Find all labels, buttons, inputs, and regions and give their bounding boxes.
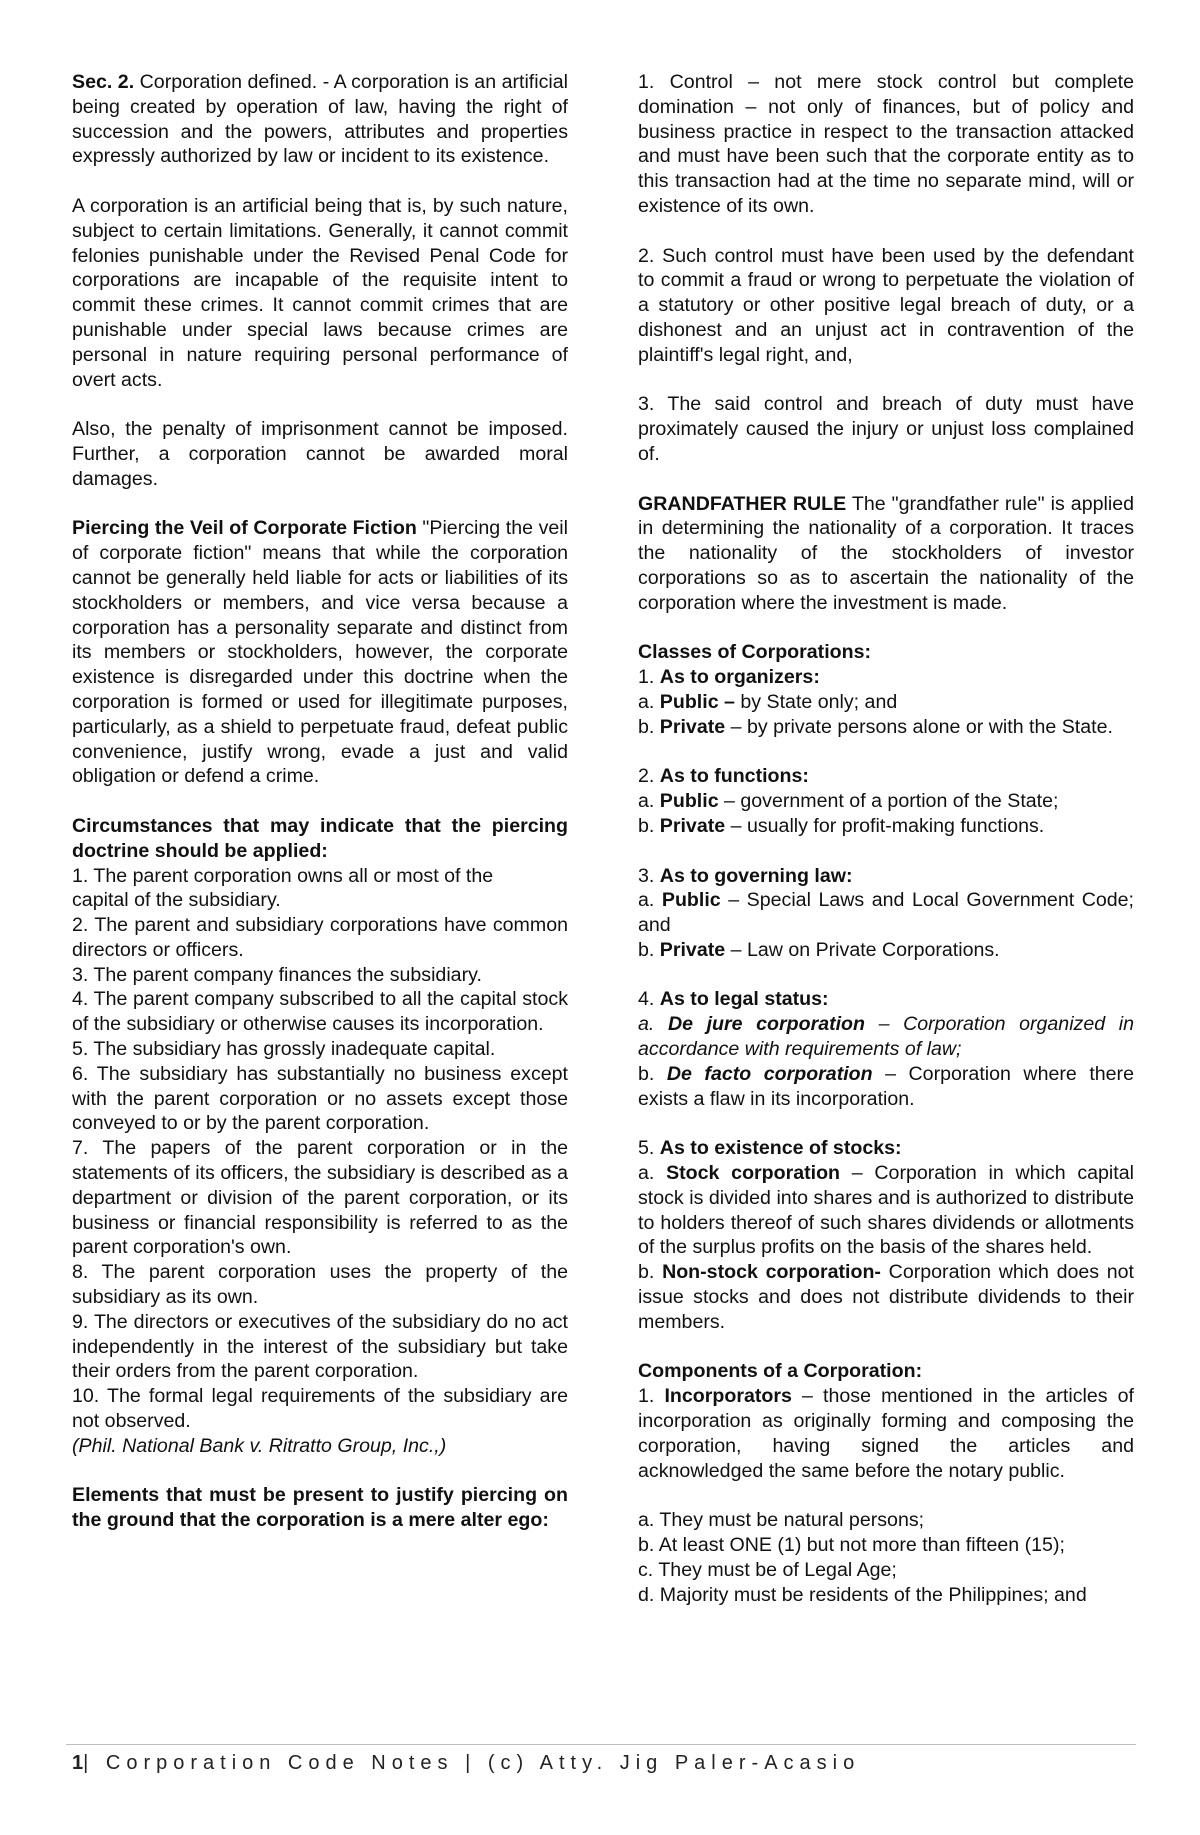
class-item: b. Non-stock corporation- Corporation which does not issue stocks and does not distribute dividends to their members. xyxy=(638,1261,1134,1333)
element-fraud: 2. Such control must have been used by the defendant to commit a fraud or wrong to perpetuate the violation of a statutory or other positive legal breach of duty, or a dishonest and an unjust act in contravention of the plaintiff's legal right, and, xyxy=(638,244,1134,366)
circumstance-item: 3. The parent company finances the subsidiary. xyxy=(72,963,482,986)
classes-heading: Classes of Corporations: xyxy=(638,641,871,664)
footer-rule xyxy=(66,1744,1136,1745)
limitations-paragraph: A corporation is an artificial being that is, by such nature, subject to certain limitations. Generally, it cannot commit felonies punishable under the Revised Penal Code for corporations are incapable of the requisite intent to commit these crimes. It cannot commit crimes that are punishable under special laws because crimes are personal in nature requiring personal performance of overt acts. xyxy=(72,194,568,391)
grandfather-text: The "grandfather rule" is applied in determining the nationality of a corporation. It traces the nationality of the stockholders of investor corporations so as to ascertain the nationality of the corporation where the investment is made. xyxy=(638,492,1134,614)
circumstance-item: 9. The directors or executives of the subsidiary do no act independently in the interest of the subsidiary but take their orders from the parent corporation. xyxy=(72,1310,568,1383)
element-control: 1. Control – not mere stock control but complete domination – not only of finances, but of policy and business practice in respect to the transaction attacked and must have been such that the corporate entity as to this transaction had at the time no separate mind, will or existence of its own. xyxy=(638,71,1134,217)
left-column xyxy=(72,70,568,1533)
section-2-heading: Sec. 2. xyxy=(72,71,135,93)
section-2-paragraph xyxy=(72,70,568,169)
circumstance-item: 10. The formal legal requirements of the subsidiary are not observed. xyxy=(72,1385,568,1433)
circumstances-heading: Circumstances that may indicate that the piercing doctrine should be applied: xyxy=(72,814,568,862)
element-causation: 3. The said control and breach of duty must have proximately caused the injury or unjust loss complained of. xyxy=(638,393,1134,465)
footer-title: | Corporation Code Notes | (c) Atty. Jig Paler-Acasio xyxy=(83,1752,861,1774)
class-item: b. Private – Law on Private Corporations. xyxy=(638,938,1000,961)
class-item: a. De jure corporation – Corporation organized in accordance with requirements of law; xyxy=(638,1013,1134,1061)
class-item: b. Private – usually for profit-making functions. xyxy=(638,814,1045,837)
class-item: b. De facto corporation – Corporation where there exists a flaw in its incorporation. xyxy=(638,1062,1134,1110)
class-item: a. Public – Special Laws and Local Government Code; and xyxy=(638,889,1134,937)
circumstance-item: 2. The parent and subsidiary corporations have common directors or officers. xyxy=(72,914,568,961)
class-governing-law-heading: 3. As to governing law: xyxy=(638,864,853,887)
penalty-paragraph: Also, the penalty of imprisonment cannot be imposed. Further, a corporation cannot be awarded moral damages. xyxy=(72,418,568,490)
page-footer xyxy=(72,1752,860,1775)
piercing-paragraph xyxy=(72,516,568,789)
components-heading: Components of a Corporation: xyxy=(638,1360,923,1383)
class-item: a. Stock corporation – Corporation in which capital stock is divided into shares and is authorized to distribute to holders thereof of such shares dividends or allotments of the surplus profits on the basis of the shares held. xyxy=(638,1162,1134,1259)
section-2-text: Corporation defined. - A corporation is an artificial being created by operation of law, having the right of succession and the powers, attributes and properties expressly authorized by law or incident to its existence. xyxy=(72,71,568,168)
component-item: b. At least ONE (1) but not more than fifteen (15); xyxy=(638,1534,1065,1557)
class-legal-status-heading: 4. As to legal status: xyxy=(638,988,829,1011)
class-item: a. Public – by State only; and xyxy=(638,690,898,713)
right-column xyxy=(638,70,1134,1607)
circumstance-item: 4. The parent company subscribed to all the capital stock of the subsidiary or otherwise causes its incorporation. xyxy=(72,988,568,1036)
class-item: b. Private – by private persons alone or with the State. xyxy=(638,715,1113,738)
component-item: a. They must be natural persons; xyxy=(638,1509,925,1532)
piercing-text: "Piercing the veil of corporate fiction" means that while the corporation cannot be generally held liable for acts or liabilities of its stockholders or members, and vice versa because a corporation has a personality separate and distinct from its members or stockholders, however, the corporate existence is disregarded under this doctrine when the corporation is formed or used for illegitimate purposes, particularly, as a shield to perpetuate fraud, defeat public convenience, justify wrong, evade a just and valid obligation or defend a crime. xyxy=(72,517,568,788)
circumstance-item: 1. The parent corporation owns all or most of the capital of the subsidiary. xyxy=(72,864,494,912)
circumstance-item: 5. The subsidiary has grossly inadequate capital. xyxy=(72,1038,496,1061)
elements-heading: Elements that must be present to justify piercing on the ground that the corporation is a mere alter ego: xyxy=(72,1484,568,1532)
class-item: a. Public – government of a portion of the State; xyxy=(638,790,1059,813)
component-item: c. They must be of Legal Age; xyxy=(638,1558,897,1581)
class-stocks-heading: 5. As to existence of stocks: xyxy=(638,1137,902,1160)
circumstance-item: 7. The papers of the parent corporation or in the statements of its officers, the subsidiary is described as a department or division of the parent corporation, or its business or financial responsibility is referred to as the parent corporation's own. xyxy=(72,1137,568,1259)
component-item: d. Majority must be residents of the Philippines; and xyxy=(638,1583,1087,1606)
page-number: 1 xyxy=(72,1752,84,1774)
circumstance-item: 6. The subsidiary has substantially no business except with the parent corporation or no assets except those conveyed to or by the parent corporation. xyxy=(72,1062,568,1135)
class-organizers-heading: 1. As to organizers: xyxy=(638,666,820,689)
piercing-heading: Piercing the Veil of Corporate Fiction xyxy=(72,517,417,540)
grandfather-heading: GRANDFATHER RULE xyxy=(638,492,847,515)
class-functions-heading: 2. As to functions: xyxy=(638,765,809,788)
grandfather-paragraph xyxy=(638,492,1134,616)
circumstance-item: 8. The parent corporation uses the property of the subsidiary as its own. xyxy=(72,1261,568,1309)
case-citation: (Phil. National Bank v. Ritratto Group, Inc.,) xyxy=(72,1434,447,1457)
component-incorporators: 1. Incorporators – those mentioned in the articles of incorporation as originally forming and composing the corporation, having signed the articles and acknowledged the same before the notary public. xyxy=(638,1385,1135,1482)
